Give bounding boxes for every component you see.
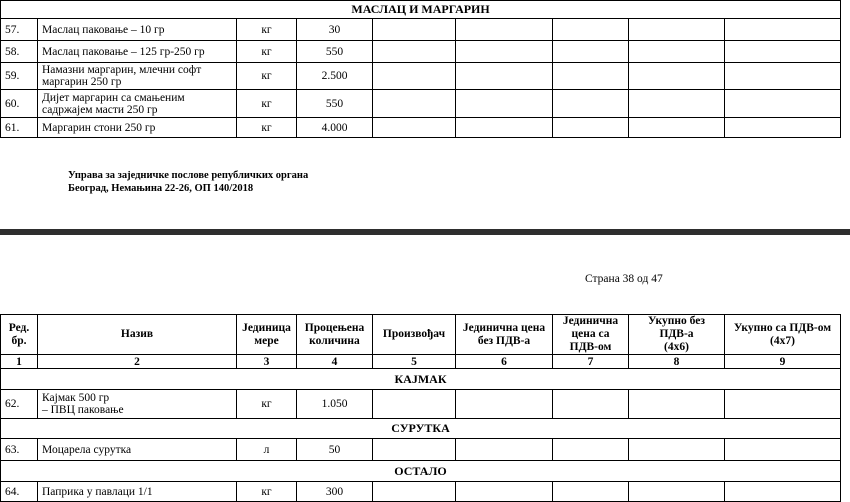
empty-cell bbox=[373, 19, 456, 41]
row-number: 61. bbox=[1, 118, 38, 138]
quantity-cell: 50 bbox=[297, 439, 373, 461]
empty-cell bbox=[629, 482, 725, 502]
header-text: цена са bbox=[571, 328, 610, 340]
empty-cell bbox=[456, 439, 553, 461]
table-row bbox=[1, 63, 841, 90]
empty-cell bbox=[456, 41, 553, 63]
header-text: ПДВ-ом bbox=[569, 341, 612, 353]
unit-cell: кг bbox=[237, 118, 297, 138]
empty-cell bbox=[629, 439, 725, 461]
section-title: ОСТАЛО bbox=[1, 461, 841, 482]
page-38-fragment bbox=[0, 235, 850, 501]
section-title: СУРУТКА bbox=[1, 419, 841, 439]
section-row-surutka bbox=[1, 419, 841, 439]
empty-cell bbox=[629, 118, 725, 138]
row-number: 63. bbox=[1, 439, 38, 461]
empty-cell bbox=[725, 118, 841, 138]
unit-cell: кг bbox=[237, 90, 297, 118]
empty-cell bbox=[553, 390, 629, 419]
unit-cell: кг bbox=[237, 390, 297, 419]
table-row bbox=[1, 90, 841, 118]
item-name bbox=[38, 63, 237, 90]
header-text: количина bbox=[309, 334, 360, 347]
empty-cell bbox=[629, 390, 725, 419]
item-name-line: маргарин 250 гр bbox=[42, 76, 122, 88]
header-text: (4x7) bbox=[770, 334, 795, 347]
item-name-line: Кајмак 500 гр bbox=[42, 392, 110, 404]
column-index: 1 bbox=[1, 355, 38, 369]
empty-cell bbox=[725, 63, 841, 90]
item-name: Моцарела сурутка bbox=[38, 439, 237, 461]
quantity-cell: 2.500 bbox=[297, 63, 373, 90]
products-table-page-38 bbox=[0, 314, 841, 502]
table-row bbox=[1, 439, 841, 461]
quantity-cell: 30 bbox=[297, 19, 373, 41]
header-text: мере bbox=[254, 334, 279, 347]
table-row bbox=[1, 390, 841, 419]
unit-cell: кг bbox=[237, 482, 297, 502]
empty-cell bbox=[373, 90, 456, 118]
unit-cell: кг bbox=[237, 41, 297, 63]
header-row-number bbox=[1, 315, 38, 355]
header-text: ПДВ-а bbox=[659, 328, 694, 340]
empty-cell bbox=[725, 439, 841, 461]
quantity-cell: 1.050 bbox=[297, 390, 373, 419]
empty-cell bbox=[456, 118, 553, 138]
item-name-line: Намазни маргарин, млечни софт bbox=[42, 64, 202, 76]
column-index: 9 bbox=[725, 355, 841, 369]
column-index-row bbox=[1, 355, 841, 369]
empty-cell bbox=[725, 482, 841, 502]
empty-cell bbox=[373, 41, 456, 63]
item-name-line: Дијет маргарин са смањеним bbox=[42, 91, 185, 104]
empty-cell bbox=[553, 439, 629, 461]
page-gap bbox=[0, 205, 850, 229]
row-number: 62. bbox=[1, 390, 38, 419]
row-number: 60. bbox=[1, 90, 38, 118]
row-number: 59. bbox=[1, 63, 38, 90]
empty-cell bbox=[456, 90, 553, 118]
item-name-line: садржајем масти 250 гр bbox=[42, 103, 158, 116]
item-name bbox=[38, 90, 237, 118]
section-row-ostalo bbox=[1, 461, 841, 482]
empty-cell bbox=[629, 19, 725, 41]
header-text: (4x6) bbox=[664, 341, 689, 353]
header-manufacturer: Произвођач bbox=[373, 315, 456, 355]
item-name: Маслац паковање – 125 гр-250 гр bbox=[38, 41, 237, 63]
column-index: 8 bbox=[629, 355, 725, 369]
page-37-fragment bbox=[0, 0, 850, 206]
empty-cell bbox=[629, 63, 725, 90]
empty-cell bbox=[373, 439, 456, 461]
empty-cell bbox=[373, 390, 456, 419]
column-index: 2 bbox=[38, 355, 237, 369]
column-index: 5 bbox=[373, 355, 456, 369]
empty-cell bbox=[725, 19, 841, 41]
section-row-kajmak bbox=[1, 369, 841, 390]
empty-cell bbox=[725, 390, 841, 419]
row-number: 58. bbox=[1, 41, 38, 63]
footer-line-organization: Управа за заједничке послове републичких органа bbox=[68, 170, 309, 181]
empty-cell bbox=[553, 118, 629, 138]
empty-cell bbox=[456, 19, 553, 41]
header-quantity bbox=[297, 315, 373, 355]
item-name bbox=[38, 390, 237, 419]
empty-cell bbox=[553, 482, 629, 502]
empty-cell bbox=[456, 482, 553, 502]
item-name: Паприка у павлаци 1/1 bbox=[38, 482, 237, 502]
header-text: без ПДВ-а bbox=[477, 334, 531, 347]
empty-cell bbox=[456, 63, 553, 90]
table-row bbox=[1, 19, 841, 41]
item-name-line: – ПВЦ паковање bbox=[42, 404, 124, 416]
header-total-with-vat bbox=[725, 315, 841, 355]
item-name: Маргарин стони 250 гр bbox=[38, 118, 237, 138]
footer-line-address: Београд, Немањина 22-26, ОП 140/2018 bbox=[68, 183, 254, 194]
header-text: Процењена bbox=[304, 321, 365, 334]
header-text: Укупно без bbox=[648, 315, 705, 327]
table-header-row bbox=[1, 315, 841, 355]
header-text: Јединична bbox=[562, 315, 619, 327]
quantity-cell: 550 bbox=[297, 41, 373, 63]
header-name: Назив bbox=[38, 315, 237, 355]
quantity-cell: 4.000 bbox=[297, 118, 373, 138]
table-row bbox=[1, 482, 841, 502]
header-unit-price-with-vat bbox=[553, 315, 629, 355]
quantity-cell: 300 bbox=[297, 482, 373, 502]
header-unit bbox=[237, 315, 297, 355]
products-table-page-37 bbox=[0, 0, 841, 138]
header-text: Јединична цена bbox=[462, 321, 546, 334]
unit-cell: кг bbox=[237, 63, 297, 90]
page-number: Страна 38 од 47 bbox=[585, 273, 663, 285]
empty-cell bbox=[373, 482, 456, 502]
header-unit-price-no-vat bbox=[456, 315, 553, 355]
empty-cell bbox=[553, 19, 629, 41]
empty-cell bbox=[553, 90, 629, 118]
unit-cell: кг bbox=[237, 19, 297, 41]
header-total-no-vat bbox=[629, 315, 725, 355]
column-index: 4 bbox=[297, 355, 373, 369]
empty-cell bbox=[553, 41, 629, 63]
empty-cell bbox=[553, 63, 629, 90]
empty-cell bbox=[725, 41, 841, 63]
quantity-cell: 550 bbox=[297, 90, 373, 118]
empty-cell bbox=[373, 63, 456, 90]
section-title: КАЈМАК bbox=[1, 369, 841, 390]
column-index: 6 bbox=[456, 355, 553, 369]
header-text: Ред. bbox=[8, 321, 30, 334]
empty-cell bbox=[373, 118, 456, 138]
section-row-butter bbox=[1, 1, 841, 19]
column-index: 3 bbox=[237, 355, 297, 369]
table-row bbox=[1, 118, 841, 138]
header-text: Јединица bbox=[242, 321, 291, 334]
empty-cell bbox=[629, 90, 725, 118]
header-text: бр. bbox=[11, 334, 27, 347]
empty-cell bbox=[725, 90, 841, 118]
row-number: 64. bbox=[1, 482, 38, 502]
column-index: 7 bbox=[553, 355, 629, 369]
table-row bbox=[1, 41, 841, 63]
unit-cell: л bbox=[237, 439, 297, 461]
row-number: 57. bbox=[1, 19, 38, 41]
section-title: МАСЛАЦ И МАРГАРИН bbox=[1, 1, 841, 19]
header-text: Укупно са ПДВ-ом bbox=[733, 321, 832, 334]
page-footer bbox=[68, 169, 308, 195]
empty-cell bbox=[629, 41, 725, 63]
item-name: Маслац паковање – 10 гр bbox=[38, 19, 237, 41]
empty-cell bbox=[456, 390, 553, 419]
